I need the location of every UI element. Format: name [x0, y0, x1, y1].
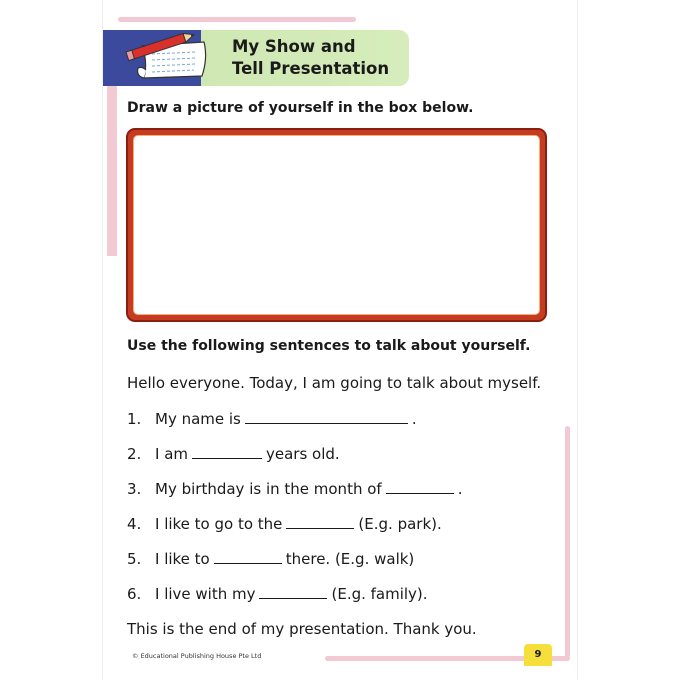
sentence-item-6 [127, 584, 428, 603]
closing-sentence: This is the end of my presentation. Thank you. [127, 620, 477, 638]
decorative-right-bar [565, 426, 570, 658]
sentence-item-4 [127, 514, 442, 533]
sentence-item-1 [127, 409, 417, 428]
sentence-text: . [411, 410, 417, 428]
sentence-text: My birthday is in the month of [155, 480, 382, 498]
drawing-area[interactable] [133, 135, 540, 315]
sentence-text: My name is [155, 410, 241, 428]
page-title [232, 36, 389, 80]
copyright-footer: © Educational Publishing House Pte Ltd [132, 652, 262, 660]
intro-sentence: Hello everyone. Today, I am going to talk about myself. [127, 374, 542, 392]
family-blank[interactable] [259, 584, 327, 599]
activity-blank[interactable] [214, 549, 282, 564]
drawing-frame [126, 128, 547, 322]
sentence-number: 5. [127, 550, 142, 568]
age-blank[interactable] [192, 444, 262, 459]
sentence-number: 6. [127, 585, 142, 603]
sentence-text: I am [155, 445, 188, 463]
sentence-number: 3. [127, 480, 142, 498]
decorative-top-bar [118, 17, 356, 22]
sentence-item-2 [127, 444, 340, 463]
sentence-number: 2. [127, 445, 142, 463]
page-number-tab: 9 [524, 644, 552, 666]
sentence-item-3 [127, 479, 462, 498]
talk-instruction: Use the following sentences to talk about yourself. [127, 338, 531, 354]
sentence-text: years old. [266, 445, 340, 463]
sentence-text: (E.g. park). [358, 515, 442, 533]
place-blank[interactable] [286, 514, 354, 529]
name-blank[interactable] [245, 409, 408, 424]
sentence-text: I like to [155, 550, 210, 568]
sentence-text: (E.g. family). [331, 585, 428, 603]
sentence-text: I like to go to the [155, 515, 283, 533]
sentence-text: I live with my [155, 585, 256, 603]
sentence-item-5 [127, 549, 414, 568]
birthday-month-blank[interactable] [386, 479, 454, 494]
page-title-line-2: Tell Presentation [232, 59, 390, 78]
page-title-line-1: My Show and [232, 37, 356, 56]
sentence-text: there. (E.g. walk) [285, 550, 415, 568]
draw-instruction: Draw a picture of yourself in the box below. [127, 100, 474, 116]
sentence-number: 1. [127, 410, 142, 428]
scroll-and-pencil-icon [124, 32, 214, 84]
sentence-number: 4. [127, 515, 142, 533]
sentence-text: . [457, 480, 463, 498]
